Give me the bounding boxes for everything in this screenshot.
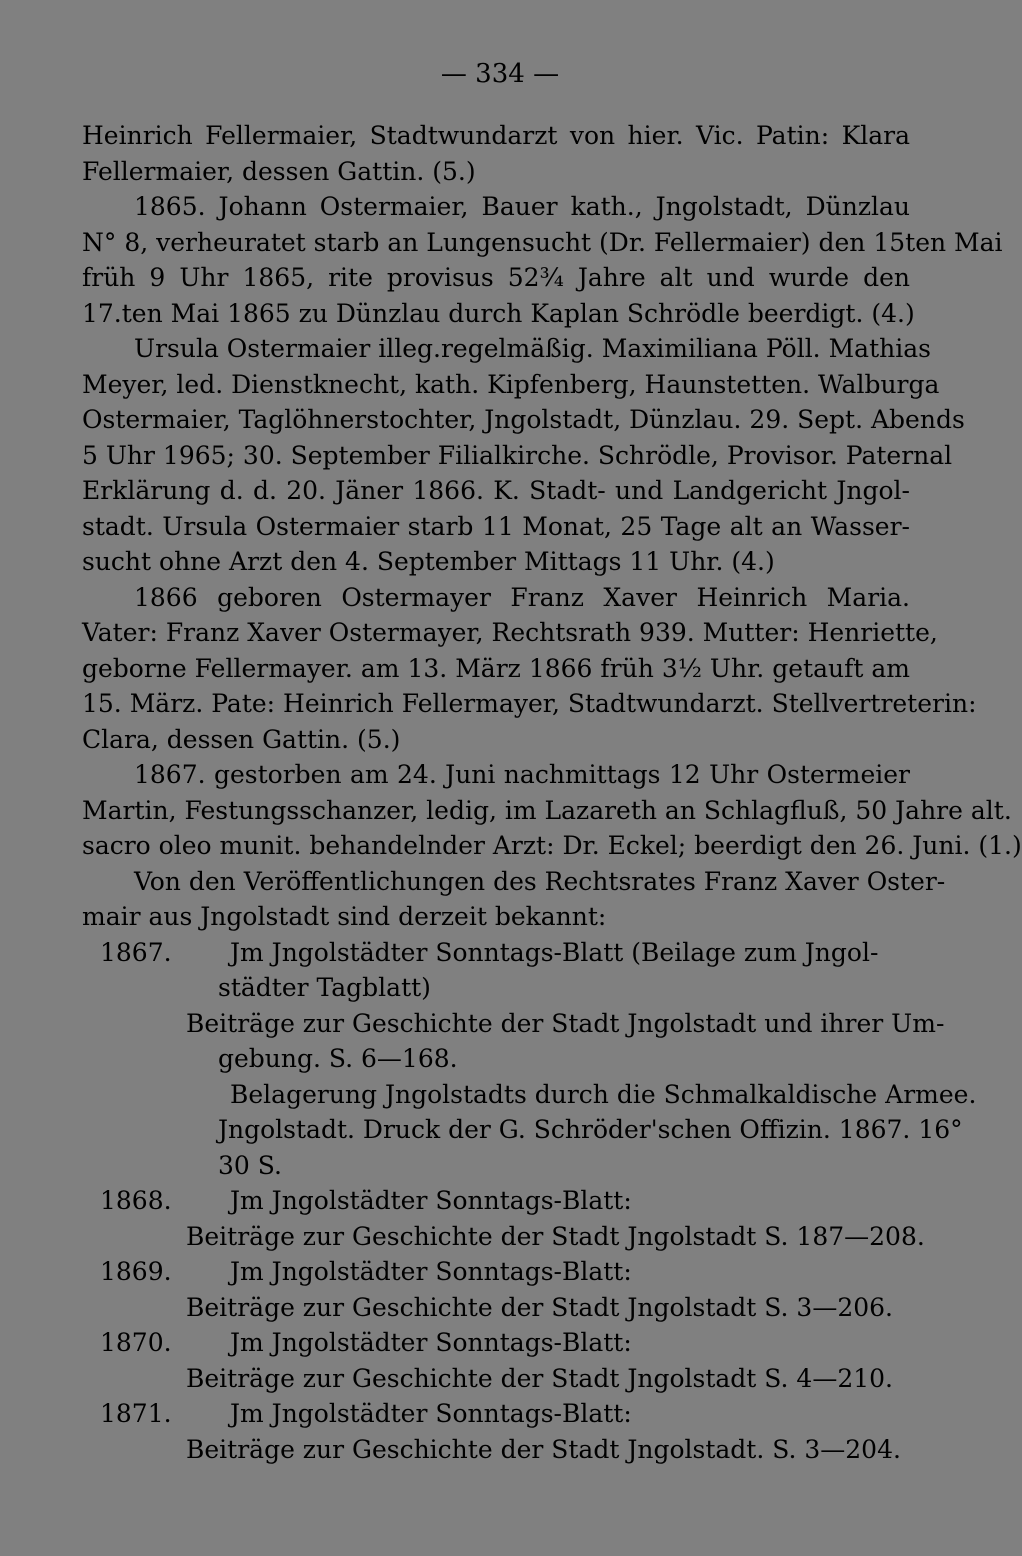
- publication-sub: gebung. S. 6—168.: [218, 1044, 458, 1073]
- text-line: sucht ohne Arzt den 4. September Mittags 11 Uhr. (4.): [82, 547, 775, 576]
- publication-entry: [82, 1254, 910, 1290]
- publication-sub: Beiträge zur Geschichte der Stadt Jngolstadt S. 187—208.: [186, 1221, 925, 1251]
- text-line: Ursula Ostermaier illeg.regelmäßig. Maximiliana Pöll. Mathias: [134, 334, 931, 363]
- text-line: Ostermaier, Taglöhnerstochter, Jngolstadt, Dünzlau. 29. Sept. Abends: [82, 405, 965, 434]
- text-line: Vater: Franz Xaver Ostermayer, Rechtsrath 939. Mutter: Henriette,: [82, 618, 938, 647]
- text-line: sacro oleo munit. behandelnder Arzt: Dr. Eckel; beerdigt den 26. Juni. (1.): [82, 831, 1022, 860]
- text-line: früh 9 Uhr 1865, rite provisus 52¾ Jahre alt und wurde den: [82, 263, 910, 292]
- text-line: Martin, Festungsschanzer, ledig, im Lazareth an Schlagfluß, 50 Jahre alt.: [82, 795, 1012, 825]
- text-line: N° 8, verheuratet starb an Lungensucht (Dr. Fellermaier) den 15ten Mai: [82, 227, 1003, 257]
- text-line: Von den Veröffentlichungen des Rechtsrates Franz Xaver Oster-: [134, 866, 946, 896]
- publication-entry: [82, 1183, 910, 1219]
- publication-title: Jm Jngolstädter Sonntags-Blatt (Beilage zum Jngol-: [230, 937, 879, 967]
- publication-sub: Beiträge zur Geschichte der Stadt Jngolstadt. S. 3—204.: [186, 1434, 901, 1464]
- publication-title: Jm Jngolstädter Sonntags-Blatt:: [230, 1328, 632, 1357]
- publication-entry: [82, 935, 910, 971]
- text-line: geborne Fellermayer. am 13. März 1866 früh 3½ Uhr. getauft am: [82, 653, 910, 683]
- text-line-entry-1867: 1867. gestorben am 24. Juni nachmittags 12 Uhr Ostermeier: [134, 760, 910, 789]
- publication-sub2: 30 S.: [218, 1150, 282, 1180]
- publication-entry: [82, 1396, 910, 1432]
- text-line: Clara, dessen Gattin. (5.): [82, 724, 401, 754]
- text-line: Erklärung d. d. 20. Jäner 1866. K. Stadt- und Landgericht Jngol-: [82, 476, 910, 505]
- publication-title: Jm Jngolstädter Sonntags-Blatt:: [230, 1399, 632, 1428]
- document-body: [82, 118, 1022, 1467]
- publication-sub2: Jngolstadt. Druck der G. Schröder'schen Offizin. 1867. 16°: [218, 1115, 963, 1144]
- publication-title: Jm Jngolstädter Sonntags-Blatt:: [230, 1186, 632, 1215]
- publication-year: 1867.: [100, 937, 172, 967]
- text-line: Heinrich Fellermaier, Stadtwundarzt von hier. Vic. Patin: Klara: [82, 121, 910, 150]
- publication-year: 1870.: [100, 1328, 172, 1357]
- text-line-entry-1866: 1866 geboren Ostermayer Franz Xaver Heinrich Maria.: [134, 582, 910, 612]
- publication-year: 1871.: [100, 1399, 172, 1428]
- publication-sub: Beiträge zur Geschichte der Stadt Jngolstadt S. 3—206.: [186, 1292, 893, 1322]
- text-line: Fellermaier, dessen Gattin. (5.): [82, 156, 476, 186]
- text-line: 17.ten Mai 1865 zu Dünzlau durch Kaplan Schrödle beerdigt. (4.): [82, 298, 915, 328]
- publication-year: 1869.: [100, 1257, 172, 1286]
- text-line: 15. März. Pate: Heinrich Fellermayer, Stadtwundarzt. Stellvertreterin:: [82, 689, 977, 718]
- publication-entry: [82, 1325, 910, 1361]
- text-line: mair aus Jngolstadt sind derzeit bekannt:: [82, 902, 607, 931]
- publication-sub: Beiträge zur Geschichte der Stadt Jngolstadt und ihrer Um-: [186, 1008, 945, 1038]
- text-line: Meyer, led. Dienstknecht, kath. Kipfenberg, Haunstetten. Walburga: [82, 369, 940, 399]
- page-number: — 334 —: [440, 59, 560, 89]
- publication-title: Jm Jngolstädter Sonntags-Blatt:: [230, 1257, 632, 1286]
- text-line: 5 Uhr 1965; 30. September Filialkirche. Schrödle, Provisor. Paternal: [82, 440, 953, 470]
- publication-sub: Beiträge zur Geschichte der Stadt Jngolstadt S. 4—210.: [186, 1363, 893, 1393]
- publication-year: 1868.: [100, 1186, 172, 1215]
- publication-sub2: Belagerung Jngolstadts durch die Schmalkaldische Armee.: [230, 1079, 977, 1109]
- text-line: stadt. Ursula Ostermaier starb 11 Monat, 25 Tage alt an Wasser-: [82, 511, 910, 541]
- text-line-entry-1865: 1865. Johann Ostermaier, Bauer kath., Jngolstadt, Dünzlau: [134, 192, 910, 221]
- publication-title-cont: städter Tagblatt): [218, 973, 431, 1002]
